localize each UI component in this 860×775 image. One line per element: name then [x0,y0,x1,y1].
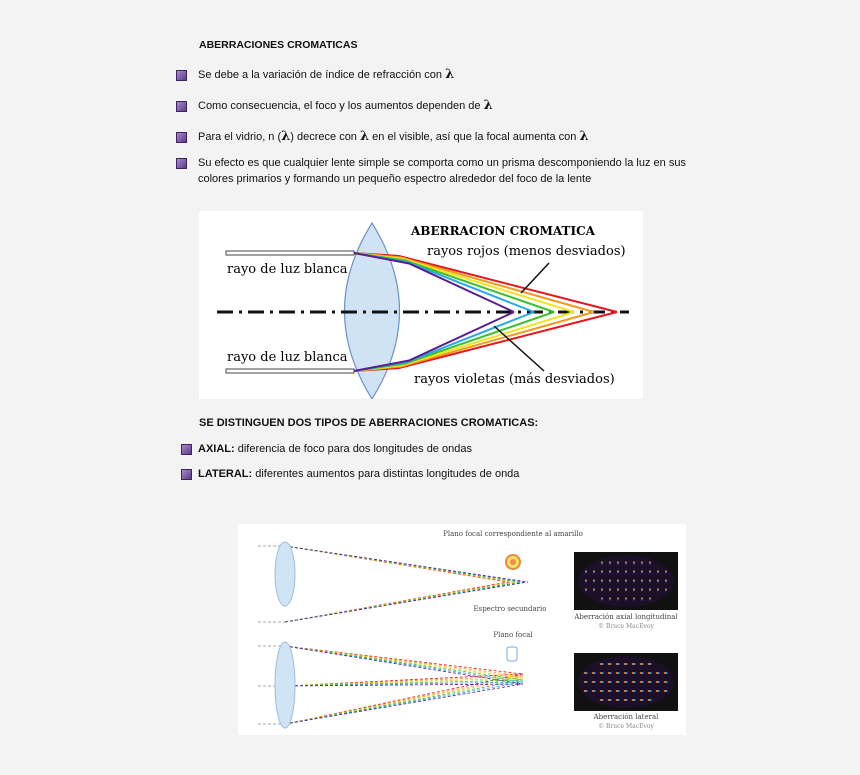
spot-dot [651,663,653,665]
spot-dot [641,590,643,592]
type-term: AXIAL: [198,443,235,455]
spot-dot [625,599,627,601]
spot-dot [633,599,635,601]
focal-plane-marker [507,647,517,661]
spot-dot [609,599,611,601]
spot-dot [633,572,635,574]
spot-dot [651,699,653,701]
label-focal-plane: Plano focal correspondiente al amarillo [443,530,583,538]
spot-dot [659,672,661,674]
bullet-text-c: en el visible, así que la focal aumenta con [369,131,580,143]
spot-dot [633,590,635,592]
figure2-svg [238,524,686,735]
spot-dot [665,581,667,583]
spot-dot [617,581,619,583]
ray-line [285,546,528,582]
spot-dot [617,572,619,574]
bullet-square-icon [181,469,192,480]
pointer-red [521,263,549,293]
spot-dot [611,672,613,674]
spot-dot [603,699,605,701]
type-term: LATERAL: [198,468,253,480]
spot-dot [649,563,651,565]
spot-dot [635,699,637,701]
spot-dot [587,672,589,674]
spot-dot [627,672,629,674]
spot-dot [633,581,635,583]
spot-dot [665,590,667,592]
spot-dot [641,581,643,583]
spot-dot [667,690,669,692]
diagram-svg [199,211,643,399]
bullet-square-icon [176,132,187,143]
spot-dot [617,563,619,565]
spot-dot [617,599,619,601]
spot-dot [625,581,627,583]
spot-dot [659,690,661,692]
bullet-text-b: ) decrece con [290,131,360,143]
spot-dot [611,690,613,692]
spot-dot [659,681,661,683]
spot-dot [649,599,651,601]
spot-dot [649,590,651,592]
spot-dot [643,699,645,701]
spot-dot [619,672,621,674]
spot-dot [627,690,629,692]
spot-dot [585,581,587,583]
spot-dot [619,681,621,683]
lambda-symbol: λ [359,129,370,144]
spot-dot [643,690,645,692]
spot-dot [611,699,613,701]
section-title: ABERRACIONES CROMATICAS [199,39,358,51]
type-desc: diferencia de foco para dos longitudes de ondas [234,443,472,455]
spot-dot [651,681,653,683]
spot-dot [593,581,595,583]
label-focal: Plano focal [493,631,533,639]
label-secondary-spectrum: Espectro secundario [473,605,547,613]
bullet-text: Se debe a la variación de índice de refracción con [198,69,442,81]
spot-dot [617,590,619,592]
spot-dot [651,672,653,674]
label-violet-rays: rayos violetas (más desviados) [414,372,615,387]
spot-dot [593,572,595,574]
spot-dot [649,581,651,583]
spot-dot [587,690,589,692]
spot-dot [601,590,603,592]
bullet-text: Como consecuencia, el foco y los aumentos dependen de [198,100,481,112]
lambda-symbol: λ [483,98,493,113]
ray-line [285,546,512,582]
spot-dot [601,563,603,565]
spot-dot [595,690,597,692]
ray-line [285,582,508,622]
spot-dot [657,572,659,574]
ray-line [285,582,528,622]
aberration-types-figure [238,524,686,735]
spot-dot [651,690,653,692]
spot-dot [601,572,603,574]
bullet-square-icon [181,444,192,455]
spot-dot [601,599,603,601]
spot-dot [641,572,643,574]
spot-dot [665,572,667,574]
spot-dot [595,672,597,674]
bullet-square-icon [176,70,187,81]
bullet-text: Su efecto es que cualquier lente simple se comporta como un prisma descomponiendo la luz en sus colores primarios y formando un pequeño espectro alrededor del foco de la lente [198,157,686,185]
spot-dot [609,563,611,565]
focal-spot-center [510,559,516,565]
spot-dot [635,672,637,674]
label-red-rays: rayos rojos (menos desviados) [427,244,626,259]
spot-dot [609,590,611,592]
spot-dot [619,690,621,692]
spot-dot [643,681,645,683]
credit-lateral: © Bruce MacEvoy [598,723,654,730]
spot-dot [609,581,611,583]
label-ray-top: rayo de luz blanca [227,262,348,277]
lambda-symbol: λ [281,129,291,144]
credit-axial: © Bruce MacEvoy [598,623,654,630]
spot-dot [603,672,605,674]
type-desc: diferentes aumentos para distintas longitudes de onda [252,468,520,480]
spot-dot [627,663,629,665]
spot-dot [625,590,627,592]
spot-dot [633,563,635,565]
spot-dot [667,681,669,683]
spot-dot [635,681,637,683]
spot-dot [611,663,613,665]
spot-dot [603,663,605,665]
subtitle: SE DISTINGUEN DOS TIPOS DE ABERRACIONES CROMATICAS: [199,417,539,429]
spot-dot [643,672,645,674]
spot-dot [619,699,621,701]
caption-axial: Aberración axial longitudinal [574,613,678,621]
caption-lateral: Aberración lateral [593,713,659,721]
bullet-square-icon [176,101,187,112]
spot-dot [641,599,643,601]
spot-dot [609,572,611,574]
spot-dot [627,699,629,701]
spot-dot [625,572,627,574]
chromatic-aberration-diagram [199,211,643,399]
bullet-text-a: Para el vidrio, n ( [198,131,282,143]
white-ray-top [226,251,354,255]
spot-dot [627,681,629,683]
spot-dot [595,681,597,683]
lens-bottom [275,642,295,728]
spot-dot [667,672,669,674]
spot-dot [643,663,645,665]
spot-dot [649,572,651,574]
spot-dot [603,681,605,683]
lambda-symbol: λ [445,67,455,82]
spot-dot [585,572,587,574]
lambda-symbol: λ [579,129,589,144]
figure2-rays [258,546,528,724]
spot-dot [635,663,637,665]
ray-line [285,684,523,724]
bullet-square-icon [176,158,187,169]
spot-dot [657,581,659,583]
spot-dot [587,681,589,683]
spot-dot [593,590,595,592]
spot-dot [635,690,637,692]
spot-dot [585,590,587,592]
label-ray-bottom: rayo de luz blanca [227,350,348,365]
spot-dot [625,563,627,565]
spot-dot [601,581,603,583]
spot-dot [641,563,643,565]
white-ray-bottom [226,369,354,373]
spot-dot [611,681,613,683]
ray-line [285,646,523,684]
diagram-title: ABERRACION CROMATICA [411,224,595,238]
lens-top [275,542,295,606]
spot-dot [603,690,605,692]
spot-dot [657,590,659,592]
spot-dot [619,663,621,665]
